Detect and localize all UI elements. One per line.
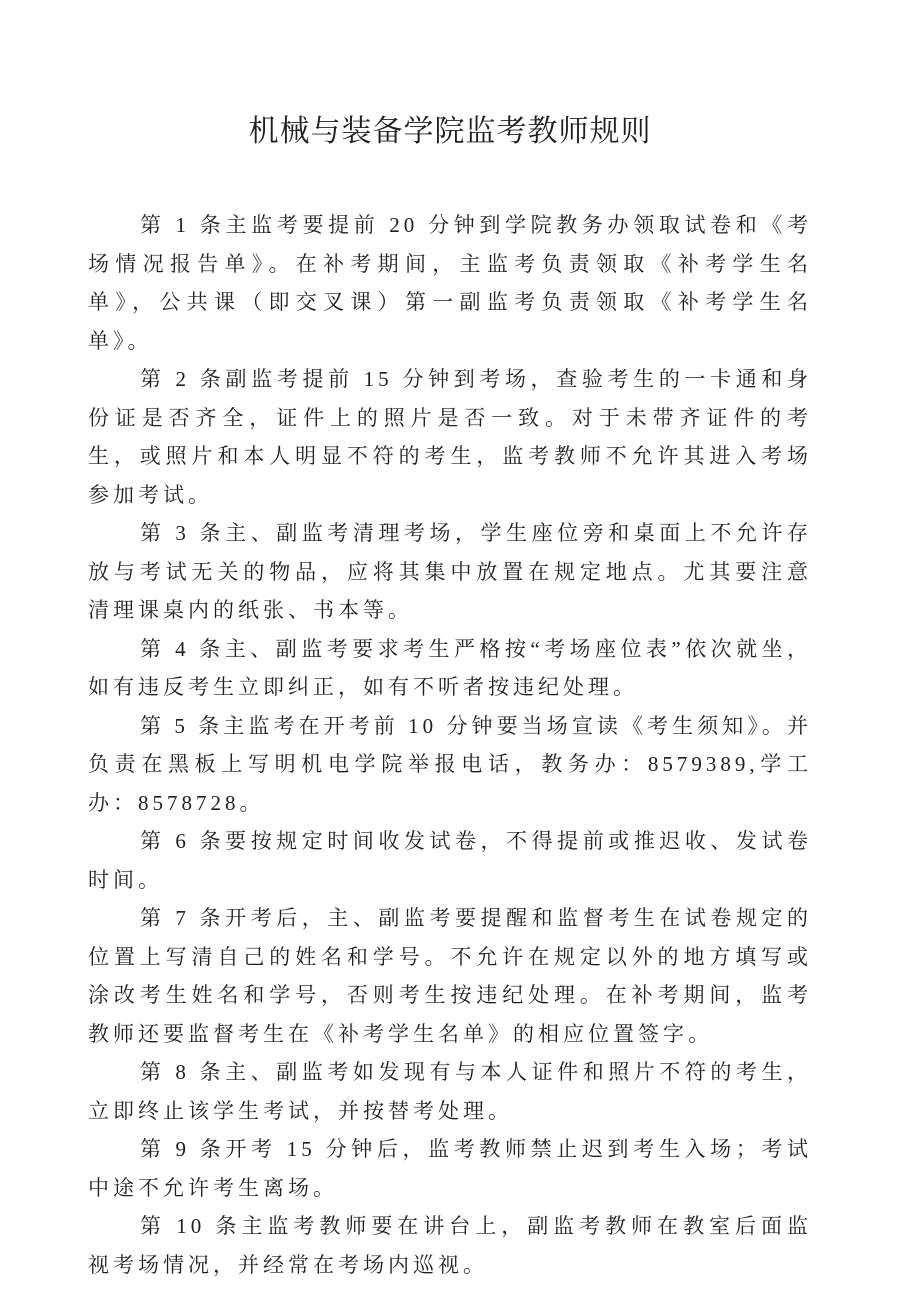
- rule-paragraph-9: 第 9 条开考 15 分钟后，监考教师禁止迟到考生入场；考试中途不允许考生离场。: [88, 1137, 812, 1200]
- rule-paragraph-1: 第 1 条主监考要提前 20 分钟到学院教务办领取试卷和《考场情况报告单》。在补考期间，主监考负责领取《补考学生名单》，公共课（即交叉课）第一副监考负责领取《补考学生名单》。: [88, 213, 812, 353]
- rule-paragraph-4: 第 4 条主、副监考要求考生严格按“考场座位表”依次就坐，如有违反考生立即纠正，如有不听者按违纪处理。: [88, 636, 812, 699]
- document-title: 机械与装备学院监考教师规则: [248, 115, 652, 148]
- rule-paragraph-2: 第 2 条副监考提前 15 分钟到考场，查验考生的一卡通和身份证是否齐全，证件上的照片是否一致。对于未带齐证件的考生，或照片和本人明显不符的考生，监考教师不允许其进入考场参加考试。: [88, 367, 812, 507]
- rule-paragraph-10: 第 10 条主监考教师要在讲台上，副监考教师在教室后面监视考场情况，并经常在考场内巡视。: [88, 1214, 812, 1277]
- rule-paragraph-5: 第 5 条主监考在开考前 10 分钟要当场宣读《考生须知》。并负责在黑板上写明机电学院举报电话，教务办：8579389,学工办：8578728。: [88, 713, 812, 815]
- rule-paragraph-7: 第 7 条开考后，主、副监考要提醒和监督考生在试卷规定的位置上写清自己的姓名和学号。不允许在规定以外的地方填写或涂改考生姓名和学号，否则考生按违纪处理。在补考期间，监考教师还要监督考生在《补考学生名单》的相应位置签字。: [88, 906, 812, 1046]
- rule-paragraph-8: 第 8 条主、副监考如发现有与本人证件和照片不符的考生，立即终止该学生考试，并按替考处理。: [88, 1060, 812, 1123]
- rule-paragraph-6: 第 6 条要按规定时间收发试卷，不得提前或推迟收、发试卷时间。: [88, 829, 812, 892]
- rule-paragraph-3: 第 3 条主、副监考清理考场，学生座位旁和桌面上不允许存放与考试无关的物品，应将其集中放置在规定地点。尤其要注意清理课桌内的纸张、书本等。: [88, 521, 812, 622]
